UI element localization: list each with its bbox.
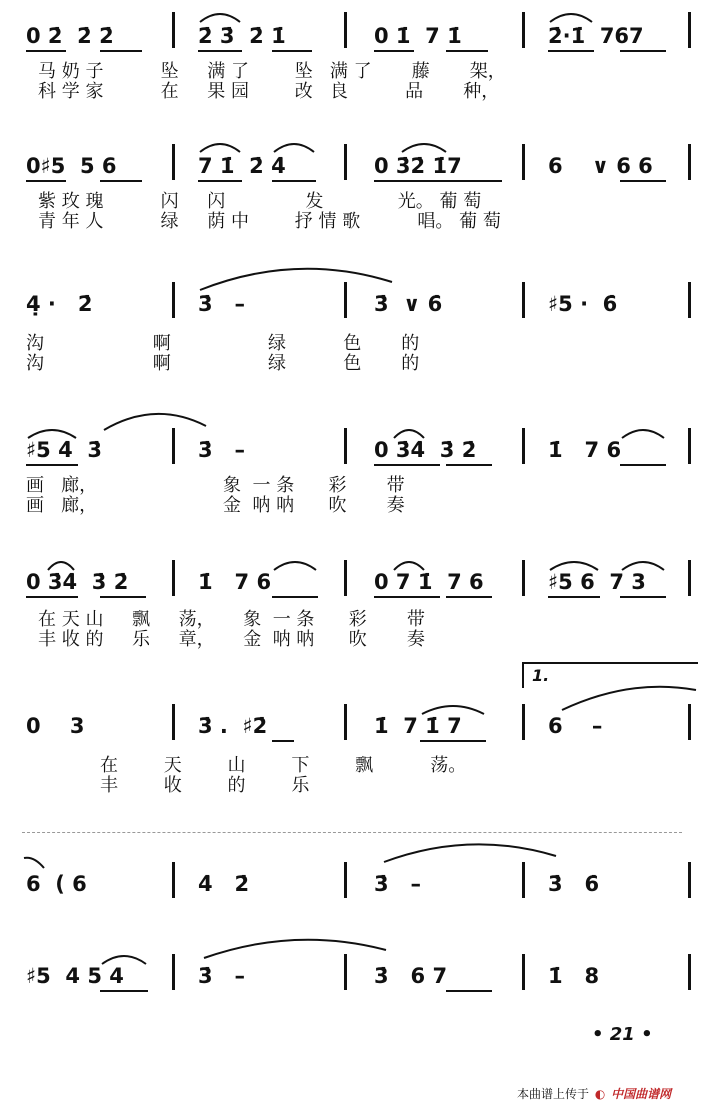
slur-mark — [272, 556, 318, 572]
barline — [344, 862, 347, 898]
measure-notes: 6 ( 6 — [26, 872, 87, 896]
lyrics-verse-1: 画 廊， 象 一 条 彩 带 — [26, 475, 405, 496]
underline-beam — [198, 180, 242, 182]
lyrics-verse-1: 在 天 山 飘 荡， 象 一 条 彩 带 — [38, 609, 425, 630]
measure-notes: 4̇ 2̇ — [198, 872, 250, 896]
underline-beam — [272, 740, 294, 742]
slur-mark — [392, 556, 426, 572]
slur-mark — [548, 8, 594, 24]
barline — [522, 428, 525, 464]
barline — [688, 12, 691, 48]
underline-beam — [374, 180, 502, 182]
measure-notes: 7 1̇ 2̇ 4̇ — [198, 154, 286, 178]
slur-mark — [272, 138, 316, 154]
underline-beam — [548, 596, 600, 598]
footer — [517, 1085, 671, 1102]
measure-notes: ♯5 4 5 4 — [26, 964, 124, 988]
underline-beam — [548, 50, 594, 52]
measure-notes: 3̇ – — [374, 872, 422, 896]
lyrics-verse-1: 在 天 山 下 飘 荡。 — [100, 755, 467, 776]
underline-beam — [374, 50, 414, 52]
underline-beam — [26, 50, 66, 52]
measure-notes: 0 7 1̇ 7 6 — [374, 570, 484, 594]
barline — [344, 428, 347, 464]
barline — [344, 560, 347, 596]
barline — [172, 954, 175, 990]
slur-mark — [548, 556, 600, 572]
measure-notes: 3̇ . ♯2̇ — [198, 714, 268, 738]
underline-beam — [374, 464, 440, 466]
measure-notes: 0 3̇4̇ 3̇ 2̇ — [26, 570, 129, 594]
lyrics-verse-2: 画 廊， 金 呐 呐 吹 奏 — [26, 495, 405, 516]
lyrics-verse-2: 丰 收 的 乐 — [100, 775, 310, 796]
lyrics-verse-1: 沟 啊 绿 色 的 — [26, 333, 420, 354]
barline — [172, 428, 175, 464]
measure-notes: 3̇ – — [198, 292, 246, 316]
barline — [172, 144, 175, 180]
measure-notes: 3̇ – — [198, 964, 246, 988]
lyrics-verse-2: 沟 啊 绿 色 的 — [26, 353, 420, 374]
measure-notes: 3̇ 6 7 — [374, 964, 448, 988]
underline-beam — [620, 464, 666, 466]
slur-mark — [200, 934, 390, 962]
measure-notes: 0♯5 5 6 — [26, 154, 117, 178]
measure-notes: 3̇ 6̇ — [548, 872, 600, 896]
barline — [172, 704, 175, 740]
measure-notes: 4̣ · 2̇ — [26, 292, 93, 316]
barline — [688, 704, 691, 740]
measure-notes: 3̇ ∨ 6̇ — [374, 292, 443, 316]
underline-beam — [100, 50, 142, 52]
underline-beam — [100, 596, 146, 598]
slur-mark — [100, 406, 210, 432]
underline-beam — [446, 990, 492, 992]
lyrics-verse-1: 马 奶 子 坠 满 了 坠 满 了 藤 架， — [38, 61, 506, 82]
measure-notes: 2̇·1̇ 767 — [548, 24, 644, 48]
barline — [688, 862, 691, 898]
barline — [172, 862, 175, 898]
barline — [522, 704, 525, 740]
measure-notes: 6 ∨ 6 6 — [548, 154, 653, 178]
volta-label: 1. — [532, 666, 550, 685]
barline — [688, 144, 691, 180]
measure-notes: 0 3 — [26, 714, 85, 738]
measure-notes: 0 1̇ 7 1̇ — [374, 24, 462, 48]
measure-notes: 2̇ 3̇ 2̇ 1̇ — [198, 24, 286, 48]
measure-notes: 1̇ 7 1̇ 7 — [374, 714, 462, 738]
barline — [688, 428, 691, 464]
underline-beam — [272, 596, 318, 598]
barline — [344, 12, 347, 48]
barline — [522, 862, 525, 898]
measure-notes: 6 – — [548, 714, 603, 738]
underline-beam — [26, 180, 66, 182]
measure-notes: 3̇ – — [198, 438, 246, 462]
barline — [172, 282, 175, 318]
barline — [522, 12, 525, 48]
underline-beam — [100, 180, 142, 182]
underline-beam — [446, 464, 492, 466]
underline-beam — [620, 50, 666, 52]
underline-beam — [198, 50, 242, 52]
slur-mark — [198, 8, 242, 24]
underline-beam — [272, 180, 316, 182]
slur-mark — [22, 854, 46, 870]
barline — [172, 12, 175, 48]
underline-beam — [446, 596, 492, 598]
brand-name[interactable]: 中国曲谱网 — [611, 1087, 672, 1101]
slur-mark — [620, 556, 666, 572]
barline — [344, 704, 347, 740]
underline-beam — [374, 596, 440, 598]
underline-beam — [620, 596, 666, 598]
slur-mark — [198, 138, 242, 154]
measure-notes: ♯5 6 7 3 — [548, 570, 646, 594]
lyrics-verse-1: 紫 玫 瑰 闪 闪 发 光。 葡 萄 — [38, 191, 482, 212]
barline — [522, 144, 525, 180]
slur-mark — [420, 700, 486, 716]
lyrics-verse-2: 青 年 人 绿 荫 中 抒 情 歌 唱。 葡 萄 — [38, 211, 501, 232]
underline-beam — [446, 50, 488, 52]
measure-notes: 0 2̇ 2̇ 2̇ — [26, 24, 114, 48]
measure-notes: 0 3̇4̇ 3̇ 2̇ — [374, 438, 477, 462]
underline-beam — [420, 740, 486, 742]
measure-notes: ♯5 · 6̇ — [548, 292, 618, 316]
slur-mark — [392, 424, 426, 440]
logo-icon: ◐ — [594, 1087, 606, 1101]
measure-notes: 1̇ 7 6 — [198, 570, 272, 594]
underline-beam — [26, 464, 78, 466]
divider-line — [22, 832, 682, 833]
barline — [172, 560, 175, 596]
page-number: • 21 • — [592, 1024, 653, 1045]
slur-mark — [400, 138, 448, 154]
slur-mark — [196, 262, 396, 292]
barline — [688, 282, 691, 318]
slur-mark — [46, 556, 76, 572]
slur-mark — [26, 424, 78, 440]
barline — [522, 282, 525, 318]
lyrics-verse-2: 丰 收 的 乐 章， 金 呐 呐 吹 奏 — [38, 629, 425, 650]
measure-notes: 1̇ 8 — [548, 964, 600, 988]
slur-mark — [380, 840, 560, 866]
underline-beam — [100, 990, 148, 992]
lyrics-verse-2: 科 学 家 在 果 园 改 良 品 种， — [38, 81, 500, 102]
measure-notes: 0 3̇2̇ 1̇7 — [374, 154, 462, 178]
underline-beam — [620, 180, 666, 182]
barline — [344, 144, 347, 180]
barline — [688, 560, 691, 596]
slur-mark — [620, 424, 666, 440]
slur-mark — [560, 682, 700, 712]
barline — [522, 560, 525, 596]
barline — [688, 954, 691, 990]
underline-beam — [272, 50, 312, 52]
measure-notes: ♯5 4̇ 3̇ — [26, 438, 102, 462]
footer-text: 本曲谱上传于 — [517, 1087, 590, 1101]
measure-notes: 1̇ 7 6 — [548, 438, 622, 462]
underline-beam — [26, 596, 78, 598]
barline — [522, 954, 525, 990]
slur-mark — [100, 950, 148, 966]
